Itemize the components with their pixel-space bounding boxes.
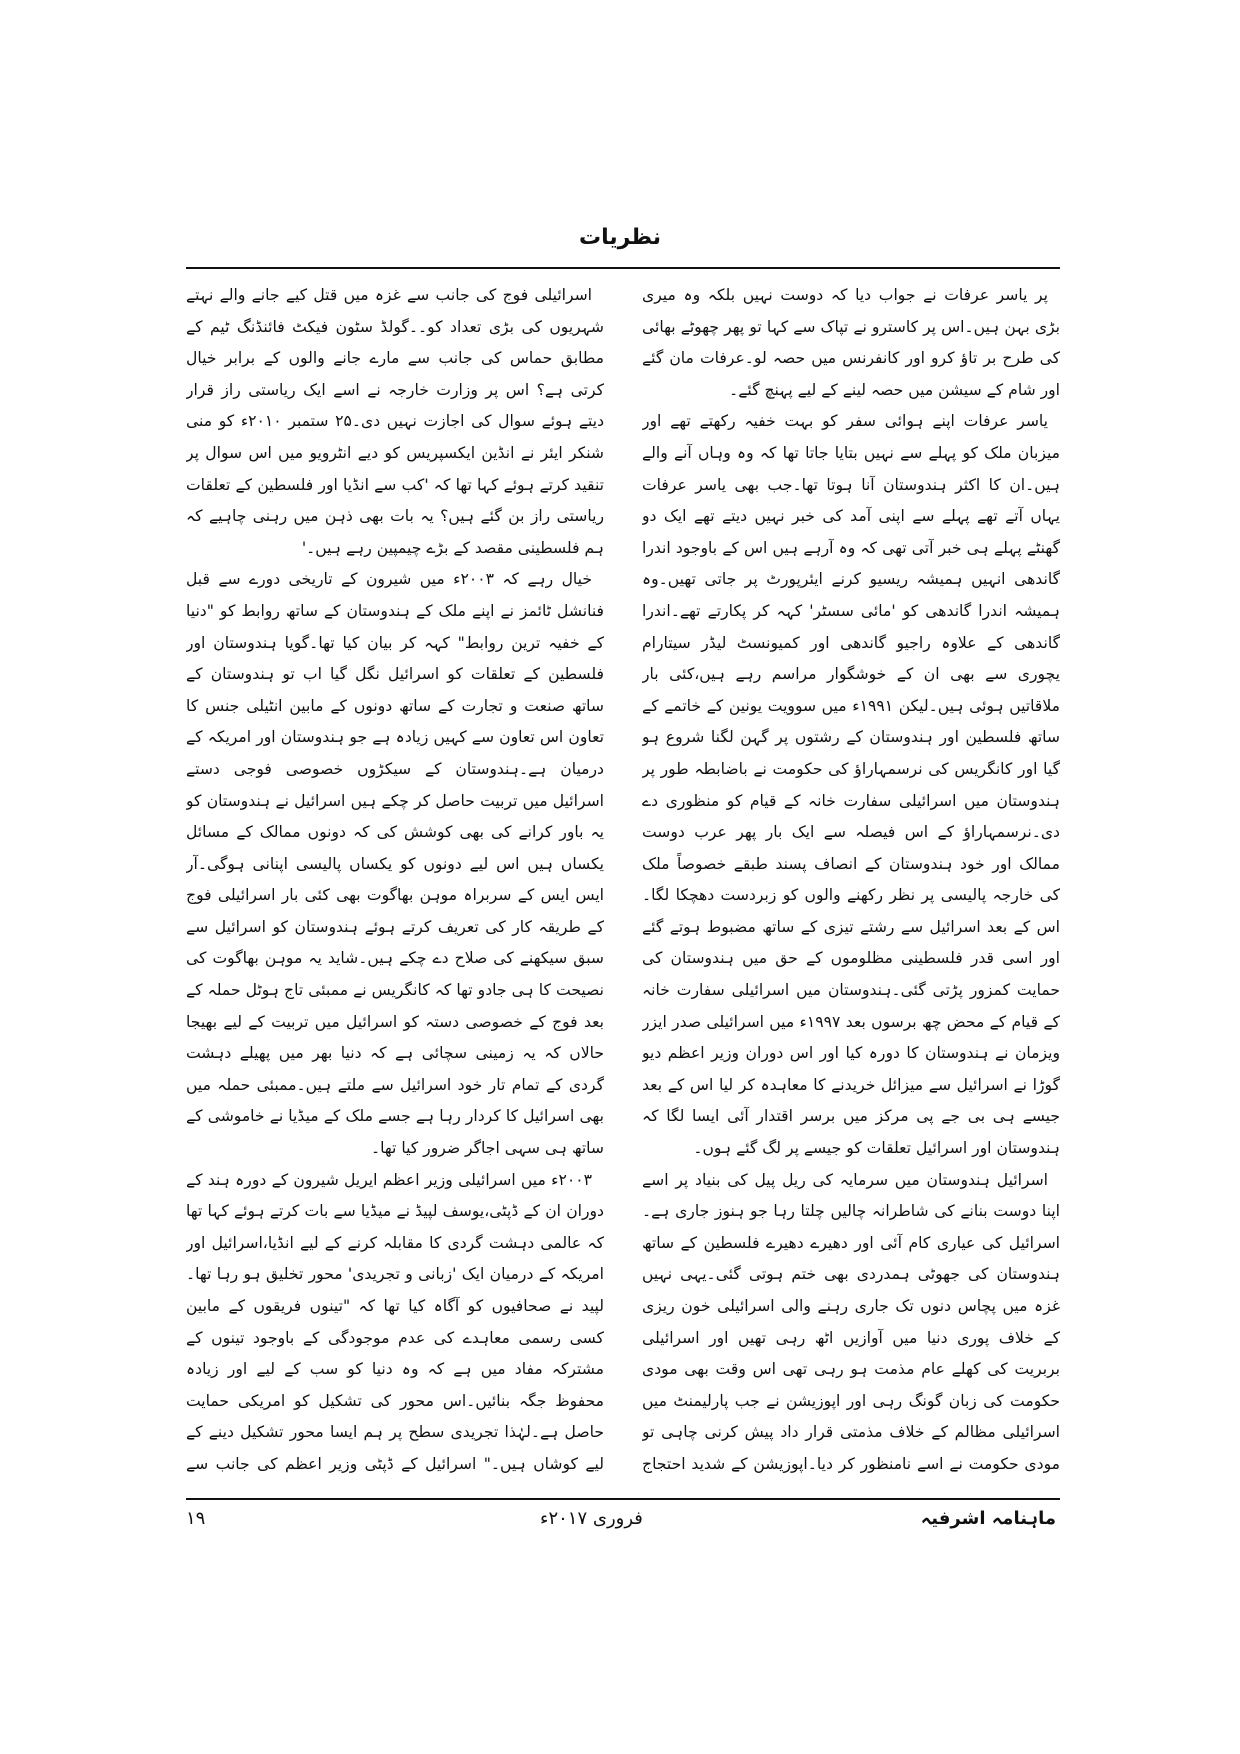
- paragraph: خیال رہے کہ ۲۰۰۳ء میں شیرون کے تاریخی دورے سے قبل فنانشل ٹائمز نے اپنے ملک کے ہندوستان کے ساتھ روابط کو "دنیا کے خفیہ ترین روابط" کہہ کر بیان کیا تھا۔گویا ہندوستان اور فلسطین کے تعلقات کو اسرائیل نگل گیا اب تو ہندوستان کے ساتھ صنعت و تجارت کے ساتھ دونوں کے مابین انٹیلی جنس کا تعاون اس تعاون سے کہیں زیادہ ہے جو ہندوستان اور امریکہ کے درمیان ہے۔ہندوستان کے سیکڑوں خصوصی فوجی دستے اسرائیل میں تربیت حاصل کر چکے ہیں اسرائیل نے ہندوستان کو یہ باور کرانے کی بھی کوشش کی کہ دونوں ممالک کے مسائل یکساں ہیں اس لیے دونوں کو یکساں پالیسی اپنانی ہوگی۔آر ایس ایس کے سربراہ موہن بھاگوت بھی کئی بار اسرائیلی فوج کے طریقہ کار کی تعریف کرتے ہوئے ہندوستان کو اسرائیل سے سبق سیکھنے کی صلاح دے چکے ہیں۔شاید یہ موہن بھاگوت کی نصیحت کا ہی جادو تھا کہ کانگریس نے ممبئی تاج ہوٹل حملہ کے بعد فوج کے خصوصی دستہ کو اسرائیل میں تربیت کے لیے بھیجا حالاں کہ یہ زمینی سچائی ہے کہ دنیا بھر میں پھیلے دہشت گردی کے تمام تار خود اسرائیل سے ملتے ہیں۔ممبئی حملہ میں بھی اسرائیل کا کردار رہا ہے جسے ملک کے میڈیا نے خاموشی کے ساتھ ہی سہی اجاگر ضرور کیا تھا۔: [186, 570, 604, 1158]
- magazine-name: ماہنامہ اشرفیہ: [920, 1508, 1056, 1529]
- page-number: ۱۹: [186, 1508, 206, 1529]
- paragraph: اسرائیل ہندوستان میں سرمایہ کی ریل پیل کی بنیاد پر اسے اپنا دوست بنانے کی شاطرانہ چالیں چلتا رہا جو ہنوز جاری ہے۔اسرائیل کی عیاری کام آئی اور دھیرے دھیرے فلسطین کے ساتھ ہندوستان کی جھوٹی ہمدردی بھی ختم ہوتی گئی۔یہی نہیں غزہ میں پچاس دنوں تک جاری رہنے والی اسرائیلی خون ریزی کے خلاف پوری دنیا میں آوازیں اٹھ رہی تھیں اور اسرائیلی بربریت کی کھلے عام مذمت ہو رہی تھی اس وقت بھی مودی حکومت کی زبان گونگ رہی اور اپوزیشن نے جب پارلیمنٹ میں اسرائیلی مظالم کے خلاف مذمتی قرار داد پیش کرنی چاہی تو مودی حکومت نے اسے نامنظور کر دیا۔اپوزیشن کے شدید احتجاج: [642, 1170, 1060, 1473]
- paragraph: ۲۰۰۳ء میں اسرائیلی وزیر اعظم ایریل شیرون کے دورہ ہند کے دوران ان کے ڈپٹی،یوسف لپیڈ نے میڈیا سے بات کرتے ہوئے کہا تھا کہ عالمی دہشت گردی کا مقابلہ کرنے کے لیے انڈیا،اسرائیل اور امریکہ کے درمیان ایک 'زبانی و تجریدی' محور تخلیق ہو رہا تھا۔لپید نے صحافیوں کو آگاہ کیا تھا کہ "تینوں فریقوں کے مابین کسی رسمی معاہدے کی عدم موجودگی کے باوجود تینوں کے مشترکہ مفاد میں ہے کہ وہ دنیا کو سب کے لیے اور زیادہ محفوظ جگہ بنائیں۔اس محور کی تشکیل کو امریکی حمایت حاصل ہے۔لہٰذا تجریدی سطح پر ہم ایسا محور تشکیل دینے کے لیے کوشاں ہیں۔" اسرائیل کے ڈپٹی وزیر اعظم کی جانب سے: [186, 1170, 604, 1473]
- paragraph: یاسر عرفات اپنے ہوائی سفر کو بہت خفیہ رکھتے تھے اور میزبان ملک کو پہلے سے نہیں بتایا جاتا تھا کہ وہ وہاں آنے والے ہیں۔ان کا اکثر ہندوستان آنا ہوتا تھا۔جب بھی یاسر عرفات یہاں آتے تھے پہلے سے اپنی آمد کی خبر نہیں دیتے تھے ایک دو گھنٹے پہلے ہی خبر آتی تھی کہ وہ آرہے ہیں اس کے باوجود اندرا گاندھی انہیں ہمیشہ ریسیو کرنے ایئرپورٹ پر جاتی تھیں۔وہ ہمیشہ اندرا گاندھی کو 'مائی سسٹر' کہہ کر پکارتے تھے۔اندرا گاندھی کے علاوہ راجیو گاندھی اور کمیونسٹ لیڈر سیتارام یچوری سے بھی ان کے خوشگوار مراسم رہے ہیں،کئی بار ملاقاتیں ہوئی ہیں۔لیکن ۱۹۹۱ء میں سوویت یونین کے خاتمے کے ساتھ فلسطین اور ہندوستان کے رشتوں پر گہن لگنا شروع ہو گیا اور کانگریس کی نرسمہاراؤ کی حکومت نے باضابطہ طور پر ہندوستان میں اسرائیلی سفارت خانہ کے قیام کو منظوری دے دی۔نرسمہاراؤ کے اس فیصلہ سے ایک بار پھر عرب دوست ممالک اور خود ہندوستان کے انصاف پسند طبقے خصوصاً ملک کی خارجہ پالیسی پر نظر رکھنے والوں کو زبردست دھچکا لگا۔اس کے بعد اسرائیل سے رشتے تیزی کے ساتھ مضبوط ہوتے گئے اور اسی قدر فلسطینی مظلوموں کے حق میں ہندوستان کی حمایت کمزور پڑتی گئی۔ہندوستان میں اسرائیلی سفارت خانہ کے قیام کے محض چھ برسوں بعد ۱۹۹۷ء میں اسرائیلی صدر ایزر ویزمان نے ہندوستان کا دورہ کیا اور اس دوران وزیر اعظم دیو گوڑا نے اسرائیل سے میزائل خریدنے کا معاہدہ کر لیا اس کے بعد جیسے ہی بی جے پی مرکز میں برسر اقتدار آئی ایسا لگا کہ ہندوستان اور اسرائیل تعلقات کو جیسے پر لگ گئے ہوں۔: [642, 412, 1060, 1158]
- right-column: [642, 280, 1060, 1485]
- issue-date: فروری ۲۰۱۷ء: [540, 1508, 643, 1529]
- left-column: [186, 280, 604, 1485]
- paragraph: اسرائیلی فوج کی جانب سے غزہ میں قتل کیے جانے والے نہتے شہریوں کی بڑی تعداد کو۔۔گولڈ سٹون فیکٹ فائنڈنگ ٹیم کے مطابق حماس کی جانب سے مارے جانے والوں کے برابر خیال کرتی ہے؟ اس پر وزارت خارجہ نے اسے ایک ریاستی راز قرار دیتے ہوئے سوال کی اجازت نہیں دی۔۲۵ ستمبر ۲۰۱۰ء کو منی شنکر ایئر نے انڈین ایکسپریس کو دیے انٹرویو میں اس سوال پر تنقید کرتے ہوئے کہا تھا کہ 'کب سے انڈیا اور فلسطین کے تعلقات ریاستی راز بن گئے ہیں؟ یہ بات بھی ذہن میں رہنی چاہیے کہ ہم فلسطینی مقصد کے بڑے چیمپین رہے ہیں۔': [186, 286, 604, 557]
- footer-rule: [186, 1498, 1060, 1500]
- page-title: نظریات: [578, 225, 661, 250]
- header-rule: [186, 267, 1060, 269]
- paragraph: پر یاسر عرفات نے جواب دیا کہ دوست نہیں بلکہ وہ میری بڑی بہن ہیں۔اس پر کاسترو نے تپاک سے کہا تو پھر چھوٹے بھائی کی طرح بر تاؤ کرو اور کانفرنس میں حصہ لو۔عرفات مان گئے اور شام کے سیشن میں حصہ لینے کے لیے پہنچ گئے۔: [642, 286, 1060, 399]
